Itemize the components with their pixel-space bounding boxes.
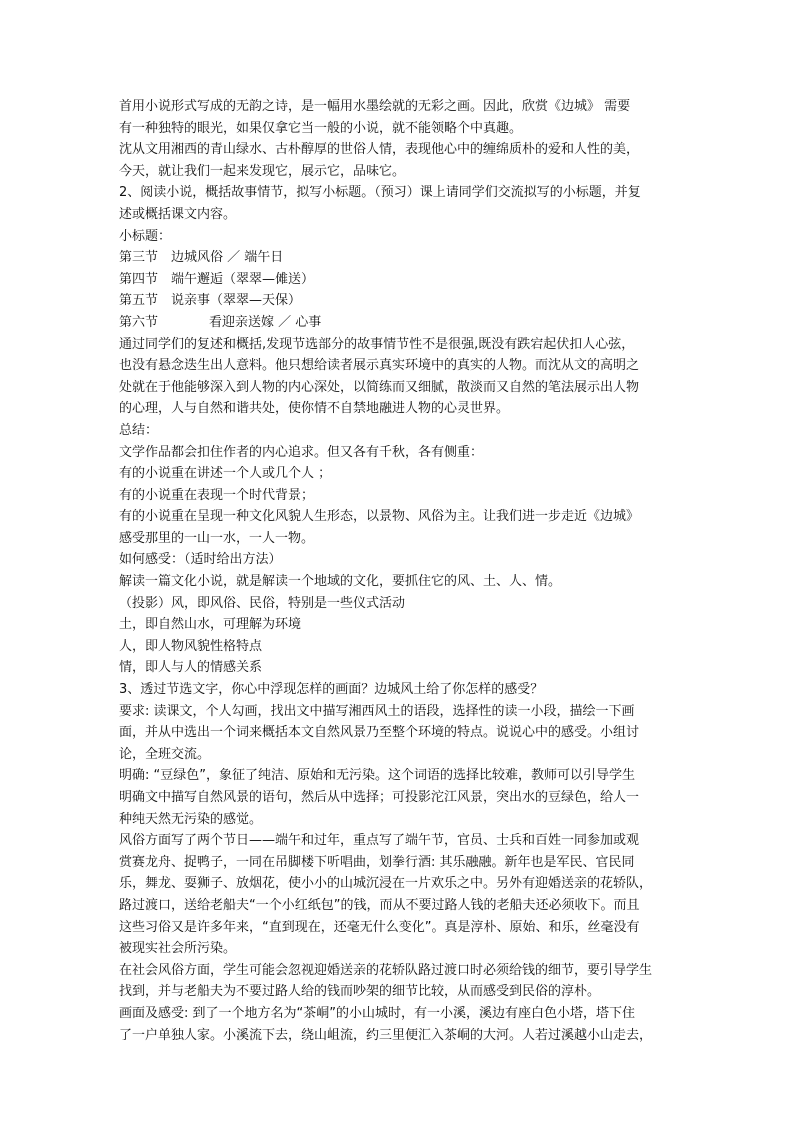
text-line: 这些习俗又是许多年来，“直到现在，还毫无什么变化”。真是淳朴、原始、和乐，丝毫没有 (119, 919, 640, 935)
text-line: 被现实社会所污染。 (119, 941, 237, 957)
text-line: （投影）风，即风俗、民俗，特别是一些仪式活动 (119, 595, 406, 611)
text-line: 人，即人物风貌性格特点 (119, 638, 263, 654)
text-line: 处就在于他能够深入到人物的内心深处，以简练而又细腻，散淡而又自然的笔法展示出人物 (119, 379, 640, 395)
text-line: 赏赛龙舟、捉鸭子，一同在吊脚楼下听唱曲，划拳行酒: 其乐融融。新年也是军民、官民同 (119, 854, 635, 870)
section-4-line: 第四节 端午邂逅（翠翠—傩送） (119, 271, 315, 287)
text-line: 有一种独特的眼光，如果仅拿它当一般的小说，就不能领略个中真趣。 (119, 120, 523, 136)
text-line: 论，全班交流。 (119, 746, 211, 762)
section-6-line (119, 312, 677, 334)
text-line: 风俗方面写了两个节日——端午和过年，重点写了端午节，官员、士兵和百姓一同参加或观 (119, 833, 640, 849)
text-line: 也没有悬念迭生出人意料。他只想给读者展示真实环境中的真实的人物。而沈从文的高明之 (119, 358, 640, 374)
text-line: 了一户单独人家。小溪流下去，绕山岨流，约三里便汇入茶峒的大河。人若过溪越小山走去， (119, 1027, 653, 1043)
text-line: 面，并从中选出一个词来概括本文自然风景乃至整个环境的特点。说说心中的感受。小组讨 (119, 725, 640, 741)
question-2-line: 2、阅读小说，概括故事情节，拟写小标题。（预习）课上请同学们交流拟写的小标题，并复 (119, 185, 641, 201)
text-line: 有的小说重在呈现一种文化风貌人生形态，以景物、风俗为主。让我们进一步走近《边城》 (119, 509, 640, 525)
text-line: 沈从文用湘西的青山绿水、古朴醇厚的世俗人情，表现他心中的缠绵质朴的爱和人性的美， (119, 142, 640, 158)
text-line: 土，即自然山水，可理解为环境 (119, 617, 302, 633)
text-line: 有的小说重在表现一个时代背景； (119, 487, 315, 503)
text-line: 种纯天然无污染的感觉。 (119, 811, 263, 827)
method-heading: 如何感受：（适时给出方法） (119, 552, 282, 568)
text-line: 有的小说重在讲述一个人或几个人 ； (119, 466, 332, 482)
text-line: 乐，舞龙、耍狮子、放烟花，使小小的山城沉浸在一片欢乐之中。另外有迎婚送亲的花轿队， (119, 876, 653, 892)
text-line: 在社会风俗方面，学生可能会忽视迎婚送亲的花轿队路过渡口时必须给钱的细节，要引导学生 (119, 962, 653, 978)
summary-heading: 总结： (119, 422, 159, 438)
text-line: 情，即人与人的情感关系 (119, 660, 263, 676)
text-line: 明确文中描写自然风景的语句，然后从中选择；可投影沱江风景，突出水的豆绿色，给人一 (119, 790, 640, 805)
section-3-line: 第三节 边城风俗 ／ 端午日 (119, 250, 284, 266)
text-line: 路过渡口，送给老船夫“一个小红纸包”的钱，而从不要过路人钱的老船夫还必须收下。而且 (119, 897, 640, 913)
text-line: 画面及感受: 到了一个地方名为“茶峒”的小山城时，有一小溪，溪边有座白色小塔，塔下住 (119, 1005, 635, 1021)
text-line: 解读一篇文化小说，就是解读一个地域的文化，要抓住它的风、土、人、情。 (119, 574, 562, 590)
subtitle-heading: 小标题： (119, 228, 172, 244)
text-line: 找到，并与老船夫为不要过路人给的钱而吵架的细节比较，从而感受到民俗的淳朴。 (119, 984, 601, 1000)
section-6-title: 看迎亲送嫁 ／ 心事 (209, 314, 322, 330)
text-line: 文学作品都会扣住作者的内心追求。但又各有千秋，各有侧重： (119, 444, 484, 460)
text-line: 要求: 读课文，个人勾画，找出文中描写湘西风土的语段，选择性的读一小段，描绘一下画 (119, 703, 635, 719)
text-line: 通过同学们的复述和概括,发现节选部分的故事情节性不是很强,既没有跌宕起伏扣人心弦， (119, 336, 635, 352)
text-line: 述或概括课文内容。 (119, 206, 237, 222)
text-line: 感受那里的一山一水，一人一物。 (119, 530, 315, 546)
document-body (119, 96, 677, 1046)
question-3-line: 3、透过节选文字，你心中浮现怎样的画面？边城风土给了你怎样的感受？ (119, 682, 544, 698)
text-line: 的心理，人与自然和谐共处，使你情不自禁地融进人物的心灵世界。 (119, 401, 510, 417)
text-line: 明确: “豆绿色”，象征了纯洁、原始和无污染。这个词语的选择比较难，教师可以引导学生 (119, 768, 635, 784)
text-line: 今天，就让我们一起来发现它，展示它，品味它。 (119, 163, 406, 179)
section-5-line: 第五节 说亲事（翠翠—天保） (119, 293, 302, 309)
text-line: 首用小说形式写成的无韵之诗，是一幅用水墨绘就的无彩之画。因此，欣赏《边城》 需要 (119, 99, 631, 114)
section-6-number: 第六节 (119, 314, 159, 330)
